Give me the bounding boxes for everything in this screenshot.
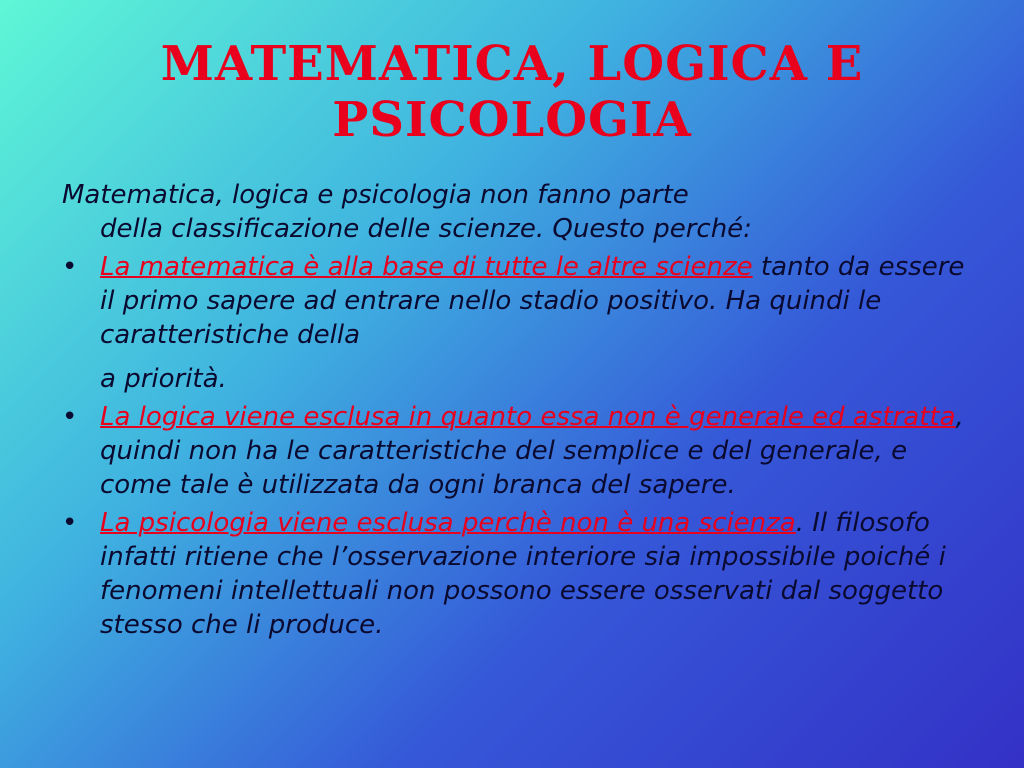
bullet-item-matematica [62, 250, 972, 396]
bullet-marker: • [62, 508, 78, 538]
title-line-1: MATEMATICA, LOGICA E [160, 36, 864, 92]
bullet-item-logica [62, 400, 972, 502]
bullet-extra-line: a priorità. [100, 364, 227, 394]
bullet-item-psicologia [62, 506, 972, 642]
intro-line-2: della classificazione delle scienze. Questo perché: [100, 214, 752, 244]
bullet-highlight: La matematica è alla base di tutte le altre scienze [100, 252, 753, 282]
bullet-highlight: La psicologia viene esclusa perchè non è una scienza [100, 508, 796, 538]
title-line-2: PSICOLOGIA [332, 92, 692, 148]
intro-paragraph [62, 178, 972, 246]
bullet-highlight: La logica viene esclusa in quanto essa non è generale ed astratta [100, 402, 956, 432]
bullet-list [62, 250, 972, 642]
bullet-marker: • [62, 252, 78, 282]
intro-line-1: Matematica, logica e psicologia non fanno parte [62, 180, 689, 210]
bullet-text: tanto da essere il primo sapere ad entrare nello stadio positivo. Ha quindi le caratteristiche della [100, 252, 965, 350]
bullet-marker: • [62, 402, 78, 432]
bullet-text: . Il filosofo infatti ritiene che l’osservazione interiore sia impossibile poiché i fenomeni intellettuali non possono essere osservati dal soggetto stesso che li produce. [100, 508, 946, 640]
slide-body [62, 178, 972, 646]
slide-title [0, 36, 1024, 148]
bullet-text: , quindi non ha le caratteristiche del semplice e del generale, e come tale è utilizzata da ogni branca del sapere. [100, 402, 964, 500]
